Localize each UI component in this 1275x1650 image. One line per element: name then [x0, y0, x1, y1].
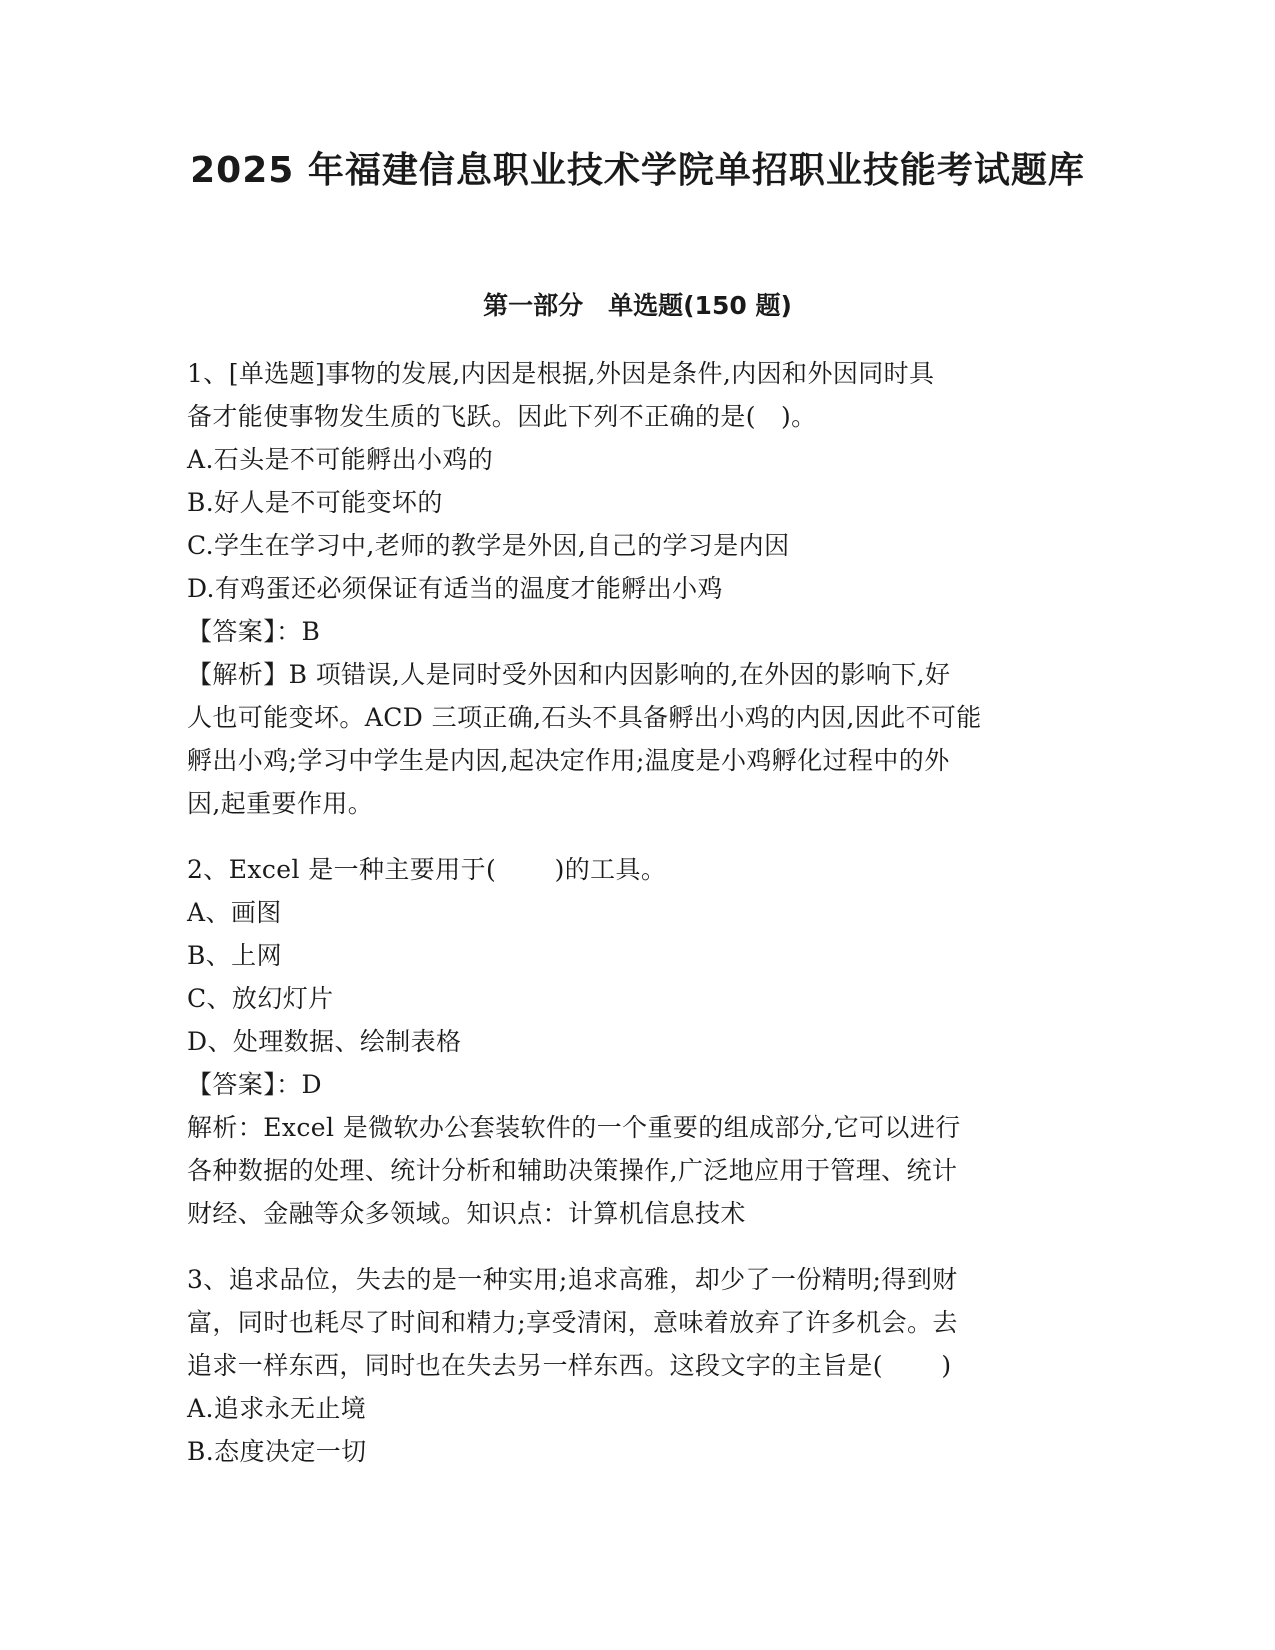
option-c: C.学生在学习中,老师的教学是外因,自己的学习是内因	[187, 531, 790, 560]
analysis-line: 因,起重要作用。	[187, 789, 374, 818]
analysis-line: 孵出小鸡;学习中学生是内因,起决定作用;温度是小鸡孵化过程中的外	[187, 746, 950, 775]
question-stem-line: 追求一样东西，同时也在失去另一样东西。这段文字的主旨是( )	[187, 1351, 952, 1380]
document-title: 2025 年福建信息职业技术学院单招职业技能考试题库	[190, 150, 1085, 191]
question-list	[187, 352, 1087, 1473]
question-stem-line: 富，同时也耗尽了时间和精力;享受清闲，意味着放弃了许多机会。去	[187, 1308, 958, 1337]
analysis-line: 【解析】B 项错误,人是同时受外因和内因影响的,在外因的影响下,好	[187, 660, 951, 689]
option-b: B.态度决定一切	[187, 1437, 367, 1466]
question-1	[187, 352, 1087, 825]
option-d: D.有鸡蛋还必须保证有适当的温度才能孵出小鸡	[187, 574, 723, 603]
question-stem-line: 2、Excel 是一种主要用于( )的工具。	[187, 855, 667, 884]
answer-line: 【答案】：D	[187, 1070, 322, 1099]
option-a: A.石头是不可能孵出小鸡的	[187, 445, 494, 474]
question-stem-line: 备才能使事物发生质的飞跃。因此下列不正确的是( )。	[187, 402, 817, 431]
analysis-line: 人也可能变坏。ACD 三项正确,石头不具备孵出小鸡的内因,因此不可能	[187, 703, 982, 732]
option-b: B.好人是不可能变坏的	[187, 488, 443, 517]
option-a: A.追求永无止境	[187, 1394, 367, 1423]
option-d: D、处理数据、绘制表格	[187, 1027, 462, 1056]
analysis-line: 财经、金融等众多领域。知识点：计算机信息技术	[187, 1199, 746, 1228]
analysis-line: 解析：Excel 是微软办公套装软件的一个重要的组成部分,它可以进行	[187, 1113, 961, 1142]
answer-line: 【答案】：B	[187, 617, 321, 646]
question-stem-line: 1、[单选题]事物的发展,内因是根据,外因是条件,内因和外因同时具	[187, 359, 935, 388]
section-heading: 第一部分 单选题(150 题)	[483, 291, 792, 320]
option-a: A、画图	[187, 898, 282, 927]
question-2	[187, 848, 1087, 1235]
option-c: C、放幻灯片	[187, 984, 334, 1013]
option-b: B、上网	[187, 941, 282, 970]
question-3	[187, 1258, 1087, 1473]
analysis-line: 各种数据的处理、统计分析和辅助决策操作,广泛地应用于管理、统计	[187, 1156, 958, 1185]
question-stem-line: 3、追求品位，失去的是一种实用;追求高雅，却少了一份精明;得到财	[187, 1265, 958, 1294]
